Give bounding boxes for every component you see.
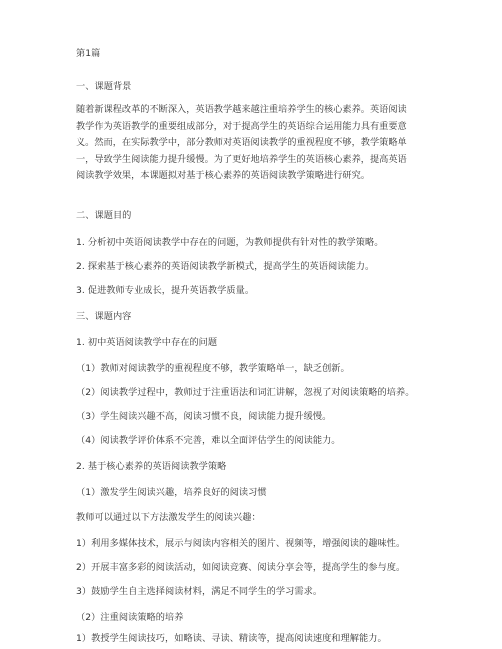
section-2-title: 二、课题目的 — [76, 210, 132, 221]
list-item: （1）教师对阅读教学的重视程度不够，教学策略单一，缺乏创新。 — [76, 363, 350, 374]
paragraph-line: 一，导致学生阅读能力提升缓慢。为了更好地培养学生的英语核心素养，提高英语 — [76, 153, 407, 165]
page-label: 第1篇 — [76, 48, 101, 59]
sub-subsection-title: （1）激发学生阅读兴趣，培养良好的阅读习惯 — [76, 487, 267, 498]
paragraph-line: 随着新课程改革的不断深入，英语教学越来越注重培养学生的核心素养。英语阅读 — [76, 104, 407, 115]
subsection-title: 2. 基于核心素养的英语阅读教学策略 — [76, 461, 227, 472]
list-item: （2）阅读教学过程中，教师过于注重语法和词汇讲解，忽视了对阅读策略的培养。 — [76, 387, 415, 398]
paragraph-line: 教学作为英语教学的重要组成部分，对于提高学生的英语综合运用能力具有重要意 — [76, 120, 407, 132]
list-item: 3. 促进教师专业成长，提升英语教学质量。 — [76, 285, 255, 296]
sub-subsection-title: （2）注重阅读策略的培养 — [76, 612, 184, 623]
paragraph-line: 教师可以通过以下方法激发学生的阅读兴趣： — [76, 512, 261, 523]
list-item: 1. 分析初中英语阅读教学中存在的问题，为教师提供有针对性的教学策略。 — [76, 237, 384, 248]
list-item: 1）教授学生阅读技巧，如略读、寻读、精读等，提高阅读速度和理解能力。 — [76, 633, 387, 644]
list-item: （3）学生阅读兴趣不高，阅读习惯不良，阅读能力提升缓慢。 — [76, 411, 332, 422]
list-item: 1）利用多媒体技术，展示与阅读内容相关的图片、视频等，增强阅读的趣味性。 — [76, 538, 406, 549]
paragraph-line: 义。然而，在实际教学中，部分教师对英语阅读教学的重视程度不够，教学策略单 — [76, 137, 407, 149]
section-1-title: 一、课题背景 — [76, 81, 132, 92]
subsection-title: 1. 初中英语阅读教学中存在的问题 — [76, 337, 218, 348]
list-item: （4）阅读教学评价体系不完善，难以全面评估学生的阅读能力。 — [76, 435, 341, 446]
section-1-paragraph — [76, 102, 424, 185]
paragraph-line: 阅读教学效果，本课题拟对基于核心素养的英语阅读教学策略进行研究。 — [76, 170, 370, 182]
section-3-title: 三、课题内容 — [76, 311, 132, 322]
list-item: 3）鼓励学生自主选择阅读材料，满足不同学生的学习需求。 — [76, 586, 323, 597]
list-item: 2）开展丰富多彩的阅读活动，如阅读竞赛、阅读分享会等，提高学生的参与度。 — [76, 562, 406, 573]
list-item: 2. 探索基于核心素养的英语阅读教学新模式，提高学生的英语阅读能力。 — [76, 261, 375, 272]
